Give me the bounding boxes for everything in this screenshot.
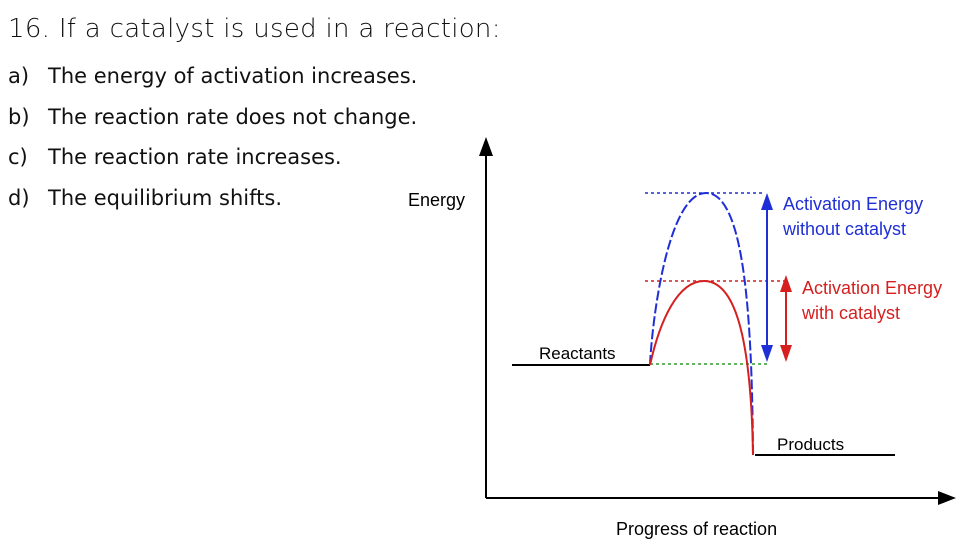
reactants-label: Reactants [539,344,616,363]
uncatalyzed-activation-arrow [761,193,773,362]
catalyzed-label-line2: with catalyst [802,303,901,323]
option-letter: a) [8,64,30,88]
x-axis-label: Progress of reaction [616,519,778,539]
option-letter: b) [8,104,30,129]
x-axis-arrow [938,491,956,505]
catalyzed-label-line1: Activation Energy [802,278,943,298]
option-text: The reaction rate increases. [48,145,342,169]
products-label: Products [777,435,845,454]
catalyzed-curve [650,281,753,455]
uncatalyzed-label-line2: without catalyst [783,219,907,239]
option-letter: c) [8,145,28,169]
catalyzed-activation-arrow [780,275,792,362]
y-axis-label: Energy [408,190,466,210]
option-text: The reaction rate does not change. [48,104,418,129]
option-text: The energy of activation increases. [48,64,418,88]
uncatalyzed-curve [650,193,753,455]
option-text: The equilibrium shifts. [48,185,282,210]
option-letter: d) [8,185,30,210]
question-title: 16. If a catalyst is used in a reaction: [8,14,501,44]
uncatalyzed-label-line1: Activation Energy [783,194,924,214]
y-axis-arrow [479,137,493,156]
